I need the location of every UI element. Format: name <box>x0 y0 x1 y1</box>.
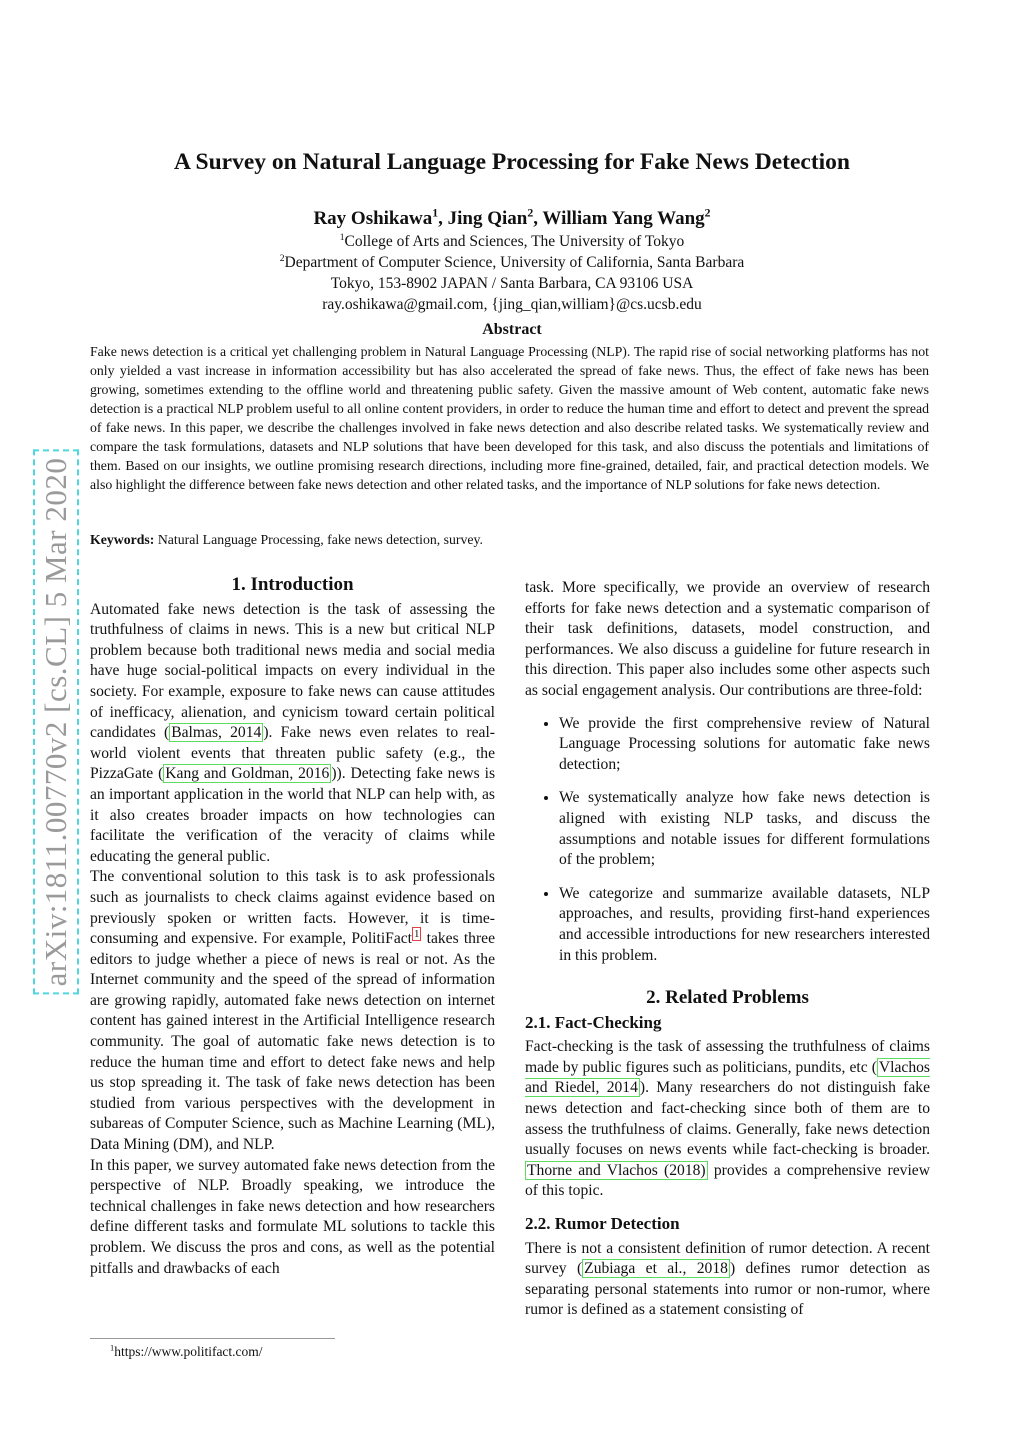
intro-paragraph-3: In this paper, we survey automated fake news detection from the perspective of NLP. Broadly speaking, we introduce the technical challenges in fake news detection and how researchers define different tasks and formulate ML solutions to tackle this problem. We discuss the pros and cons, as well as the potential pitfalls and drawbacks of each <box>90 1156 495 1277</box>
section-heading-introduction: 1. Introduction <box>231 574 354 595</box>
affiliation-mark: 1 <box>339 231 345 243</box>
footnote-mark: 1 <box>110 1343 115 1353</box>
footnote-url[interactable]: https://www.politifact.com/ <box>114 1344 263 1359</box>
citation-link[interactable]: Vlachos and Riedel, 2014 <box>525 1058 930 1097</box>
author-address: Tokyo, 153-8902 JAPAN / Santa Barbara, CA 93106 USA <box>330 275 694 292</box>
footnote-link[interactable]: 1 <box>414 927 420 940</box>
author-name: Ray Oshikawa <box>313 208 433 229</box>
affiliation-mark: 2 <box>279 252 285 264</box>
list-item: • We categorize and summarize available datasets, NLP approaches, and results, providing first-hand experiences and accessible introductions for new researchers interested in this problem. <box>559 884 930 966</box>
list-item: • We provide the first comprehensive review of Natural Language Processing solutions for automatic fake news detection; <box>559 714 930 776</box>
author-name: Jing Qian <box>447 208 528 229</box>
citation-link[interactable]: Zubiaga et al., 2018 <box>584 1260 728 1278</box>
rumor-detection-paragraph: There is not a consistent definition of rumor detection. A recent survey ( Zubiaga et al., 2018 ) defines rumor detection as separating personal statements into rumor or non-rumor, where rumor is defined as a statement consisting of <box>525 1239 931 1319</box>
affiliation-text: Department of Computer Science, University of California, Santa Barbara <box>284 254 745 271</box>
author-name: William Yang Wang <box>542 208 705 229</box>
affiliation-1 <box>0 233 1024 251</box>
citation-link[interactable]: Kang and Goldman, 2016 <box>165 765 330 783</box>
affiliation-2 <box>0 254 1024 272</box>
abstract-heading: Abstract <box>482 321 542 338</box>
affiliation-mark: 2 <box>704 206 711 220</box>
arxiv-identifier-stamp[interactable]: arXiv:1811.00770v2 [cs.CL] 5 Mar 2020 <box>33 450 79 995</box>
section-heading-related-problems: 2. Related Problems <box>646 987 809 1009</box>
fact-checking-paragraph: Fact-checking is the task of assessing the truthfulness of claims made by public figures such as politicians, pundits, etc ( Vlachos and Riedel, 2014 ). Many researchers do not distinguish fake news detection and fact-checking since both of them are to assess the truthfulness of claims. Generally, fake news detection usually focuses on news events while fact-checking is broader. Thorne and Vlachos (2018) provides a comprehensive review of this topic. <box>525 1038 930 1200</box>
keywords-text: Natural Language Processing, fake news detection, survey. <box>157 532 483 547</box>
intro-paragraph-2: The conventional solution to this task is to ask professionals such as journalists to check claims against evidence based on previously spoken or written facts. However, it is time-consuming and expensive. For example, PolitiFact $^1$ takes three editors to judge whether a piece of news is real or not. As the Internet community and the speed of the spread of information are growing rapidly, automated fake news detection on internet content has gained interest in the Artificial Intelligence research community. The goal of automatic fake news detection is to reduce the human time and effort to detect fake news and help us stop spreading it. The task of fake news detection has been studied from various perspectives with the development in subareas of Computer Science, such as Machine Learning (ML), Data Mining (DM), and NLP. <box>90 868 495 1154</box>
footnote <box>110 1344 263 1360</box>
subsection-heading-fact-checking: 2.1. Fact-Checking <box>525 1012 662 1032</box>
list-item: • We systematically analyze how fake news detection is aligned with existing NLP tasks, and discuss the assumptions and notable issues for different formulations of the problem; <box>559 788 930 870</box>
author-emails[interactable]: ray.oshikawa@gmail.com, {jing_qian,william}@cs.ucsb.edu <box>322 296 702 313</box>
keywords <box>90 532 483 548</box>
subsection-heading-rumor-detection: 2.2. Rumor Detection <box>525 1214 680 1234</box>
affiliation-mark: 2 <box>527 206 534 220</box>
left-column <box>90 575 495 1279</box>
author-list: Ray Oshikawa$^1$, Jing Qian$^2$, William Yang Wang$^2$ <box>313 206 711 229</box>
intro-paragraph-1: Automated fake news detection is the task of assessing the truthfulness of claims in news. This is a new but critical NLP problem because both traditional news media and social media have huge social-political impacts on every individual in the society. For example, exposure to fake news can cause attitudes of inefficacy, alienation, and cynicism toward certain political candidates ( Balmas, 2014 ). Fake news even relates to real-world violent events that threaten public safety (e.g., the PizzaGate ( Kang and Goldman, 2016 )). Detecting fake news is an important application in the world that NLP can help with, as it also creates broader impacts on how technologies can facilitate the verification of the veracity of claims while educating the general public. <box>90 600 496 865</box>
affiliation-text: College of Arts and Sciences, The University of Tokyo <box>344 233 685 250</box>
intro-paragraph-4: task. More specifically, we provide an overview of research efforts for fake news detection and a systematic comparison of their task definitions, datasets, model construction, and performances. We also discuss a guideline for future research in this direction. This paper also includes some other aspects such as social engagement analysis. Our contributions are three-fold: <box>525 579 930 699</box>
abstract-text: Fake news detection is a critical yet challenging problem in Natural Language Processing (NLP). The rapid rise of social networking platforms has not only yielded a vast increase in information accessibility but has also accelerated the spread of fake news. Thus, the effect of fake news has been growing, sometimes extending to the offline world and threatening public safety. Given the massive amount of Web content, automatic fake news detection is a practical NLP problem useful to all online content providers, in order to reduce the human time and effort to detect and prevent the spread of fake news. In this paper, we describe the challenges involved in fake news detection and also describe related tasks. We systematically review and compare the task formulations, datasets and NLP solutions that have been developed for this task, and also discuss the potentials and limitations of them. Based on our insights, we outline promising research directions, including more fine-grained, detailed, fair, and practical detection models. We also highlight the difference between fake news detection and other related tasks, and the importance of NLP solutions for fake news detection. <box>90 344 929 492</box>
right-column <box>525 578 930 1321</box>
contributions-list <box>525 714 930 967</box>
citation-link[interactable]: Thorne and Vlachos (2018) <box>527 1161 706 1179</box>
affiliation-mark: 1 <box>432 206 439 220</box>
citation-link[interactable]: Balmas, 2014 <box>171 724 262 742</box>
keywords-label: Keywords: <box>90 532 155 547</box>
footnote-divider <box>90 1338 335 1339</box>
paper-title: A Survey on Natural Language Processing for Fake News Detection <box>173 149 850 175</box>
